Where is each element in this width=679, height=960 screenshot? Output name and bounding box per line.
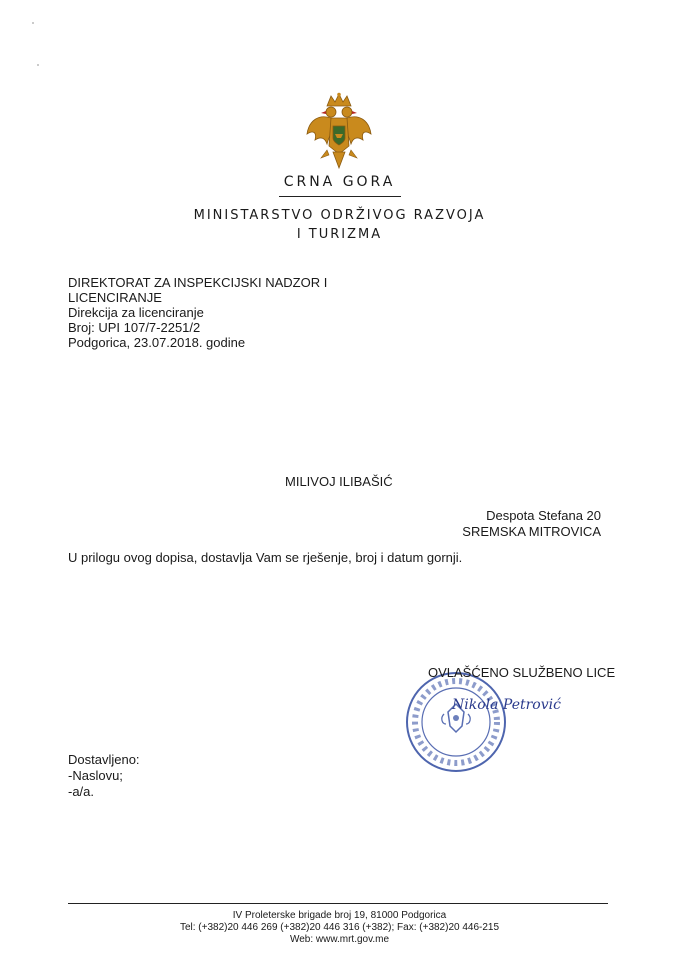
delivery-list [68,752,140,800]
department: Direkcija za licenciranje [68,305,204,320]
letter-body: U prilogu ovog dopisa, dostavlja Vam se rješenje, broj i datum gornji. [68,550,463,565]
letterhead-divider [279,196,401,197]
place-date: Podgorica, 23.07.2018. godine [68,335,246,350]
recipient-address [462,508,601,540]
recipient-street: Despota Stefana 20 [486,508,601,523]
footer [0,910,679,946]
delivery-heading: Dostavljeno: [68,752,140,767]
ministry-name [0,206,679,244]
recipient-city: SREMSKA MITROVICA [462,524,601,539]
footer-web[interactable]: Web: www.mrt.gov.me [289,934,390,945]
delivery-item: -a/a. [68,784,95,799]
recipient-name: MILIVOJ ILIBAŠIĆ [285,474,393,489]
directorate-line-2: LICENCIRANJE [68,290,162,305]
directorate-line-1: DIREKTORAT ZA INSPEKCIJSKI NADZOR I [68,275,328,290]
ministry-line-1: MINISTARSTVO ODRŽIVOG RAZVOJA [193,208,486,223]
footer-address: IV Proleterske brigade broj 19, 81000 Podgorica [232,910,447,921]
sender-block [68,275,327,350]
scan-speck [32,22,34,24]
footer-divider [68,903,608,904]
official-title: OVLAŠĆENO SLUŽBENO LICE [428,665,616,680]
scan-speck [37,64,39,66]
official-signature: Nikola Petrović [452,697,561,713]
country-name: CRNA GORA [283,174,396,190]
delivery-item: -Naslovu; [68,768,123,783]
footer-phones: Tel: (+382)20 446 269 (+382)20 446 316 (+382); Fax: (+382)20 446-215 [179,922,500,933]
official-stamp-icon [404,670,508,774]
ministry-line-2: I TURIZMA [296,227,383,242]
coat-of-arms-icon [305,92,373,170]
reference-number: Broj: UPI 107/7-2251/2 [68,320,201,335]
